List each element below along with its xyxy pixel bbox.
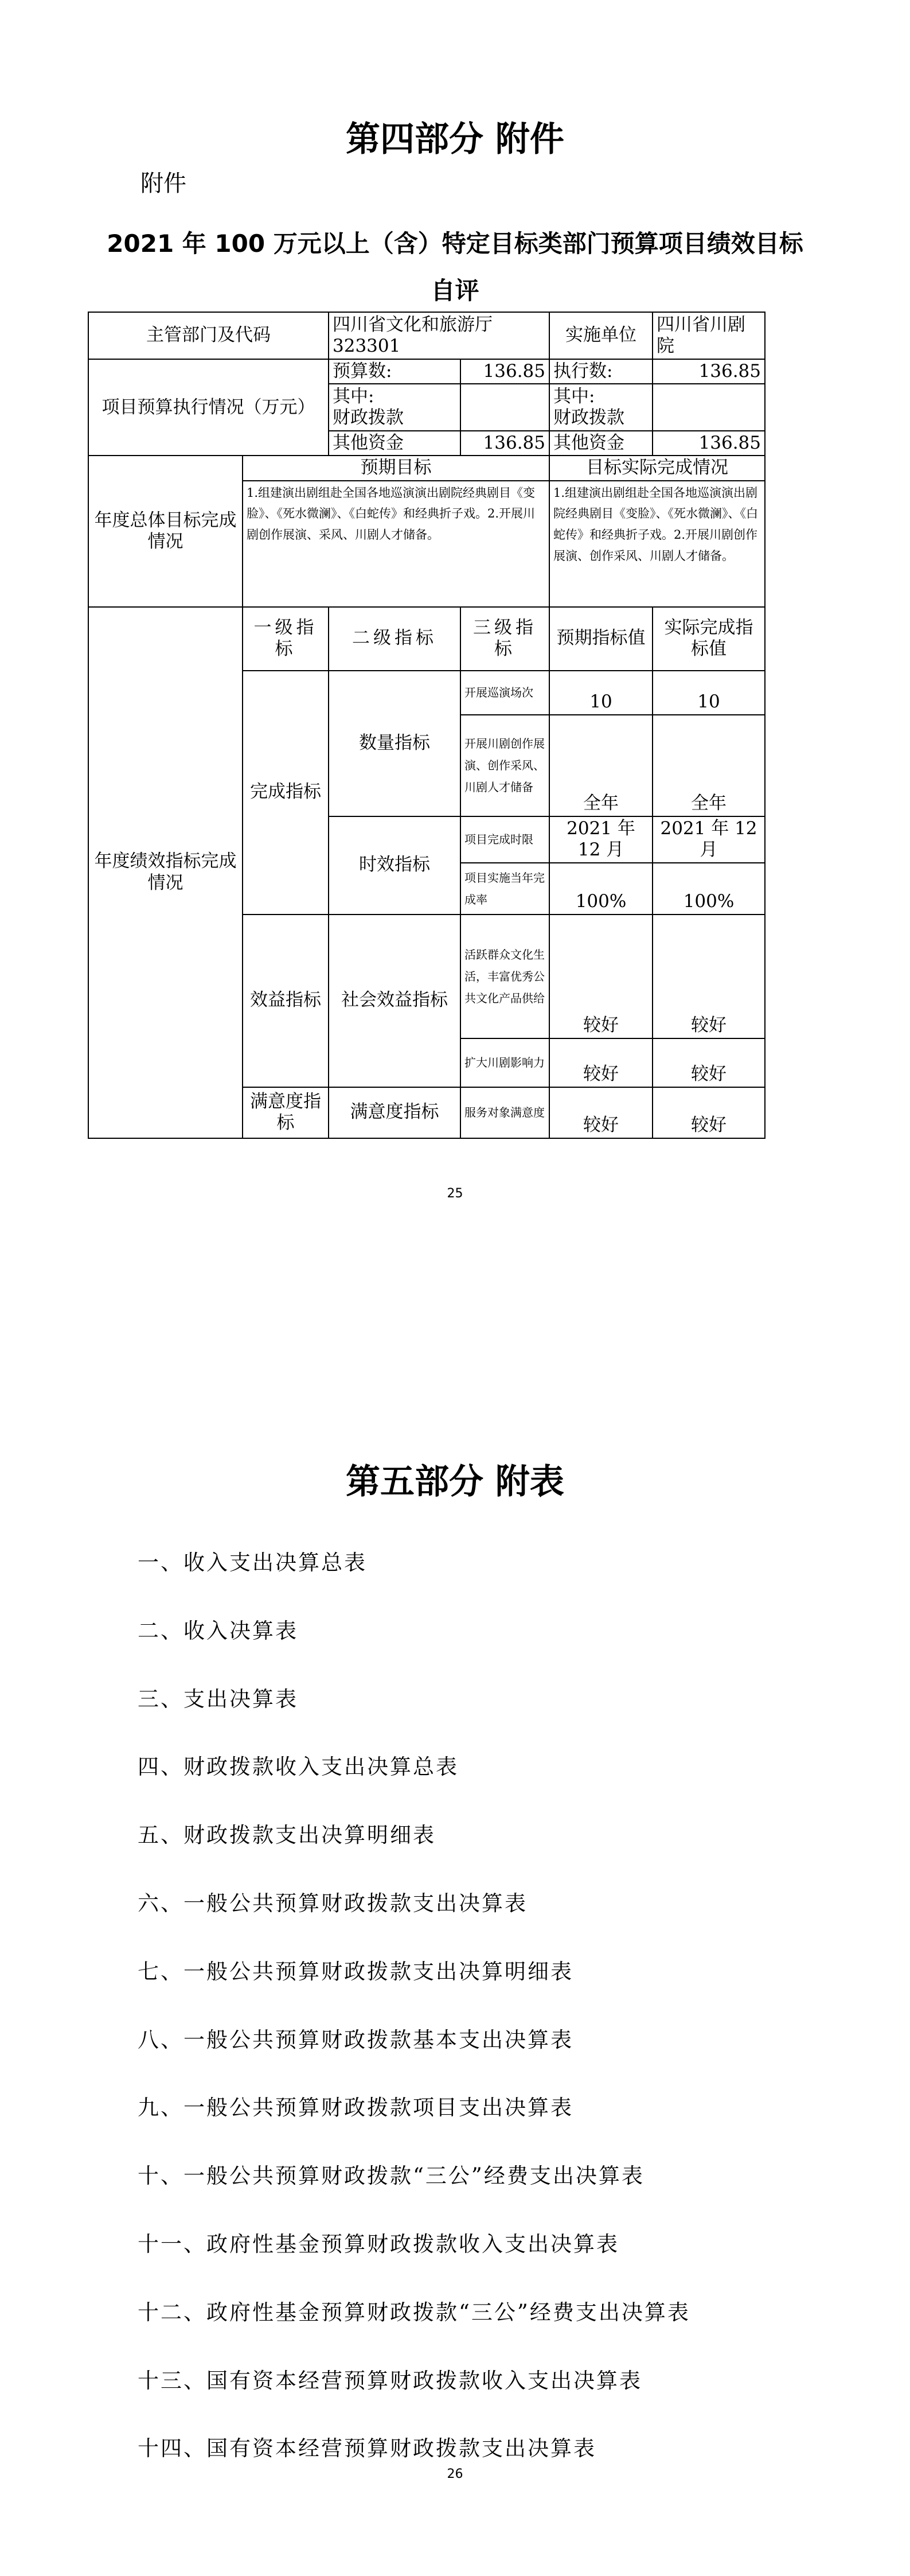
- sub-social: 社会效益指标: [329, 915, 460, 1087]
- among-label: 其中:: [553, 386, 595, 407]
- fiscal-label: 财政拨款: [553, 407, 625, 429]
- actual-value-cell: 较好: [653, 1038, 765, 1087]
- list-item: 五、财政拨款支出决算明细表: [138, 1823, 436, 1848]
- list-item: 四、财政拨款收入支出决算总表: [138, 1754, 459, 1780]
- budget-amount-label: 预算数:: [329, 359, 460, 384]
- fiscal-label: 财政拨款: [333, 407, 404, 429]
- list-item: 一、收入支出决算总表: [138, 1550, 367, 1575]
- dept-label-cell: 主管部门及代码: [88, 312, 329, 359]
- perf-label-cell: 年度绩效指标完成情况: [88, 607, 243, 1138]
- list-item: 十四、国有资本经营预算财政拨款支出决算表: [138, 2436, 596, 2461]
- indicator-cell: 扩大川剧影响力: [460, 1038, 549, 1087]
- budget-other-value: 136.85: [460, 431, 549, 456]
- page-number: 25: [447, 1186, 463, 1201]
- expected-goal-header: 预期目标: [243, 456, 549, 480]
- impl-value-cell: 四川省川剧院: [653, 312, 765, 359]
- exec-among-cell: [549, 384, 653, 431]
- part-five-title: 第五部分 附表: [346, 1462, 564, 1502]
- category-completion: 完成指标: [243, 671, 329, 915]
- impl-label-cell: 实施单位: [549, 312, 653, 359]
- category-satisfaction: 满意度指标: [243, 1087, 329, 1138]
- header-actual: 实际完成指标值: [653, 607, 765, 671]
- table-row: [88, 312, 765, 359]
- expected-goal-text: 1.组建演出剧组赴全国各地巡演演出剧院经典剧目《变脸》、《死水微澜》、《白蛇传》和经典折子戏。2.开展川剧创作展演、采风、川剧人才储备。: [243, 481, 549, 607]
- appendix-table-list: [138, 1529, 826, 2483]
- part-four-title: 第四部分 附件: [346, 119, 564, 159]
- table-row: [88, 607, 765, 671]
- sub-timeliness: 时效指标: [329, 816, 460, 915]
- list-item: 七、一般公共预算财政拨款支出决算明细表: [138, 1959, 573, 1984]
- annual-goal-label-cell: 年度总体目标完成情况: [88, 456, 243, 606]
- expected-value-cell: 10: [549, 671, 653, 715]
- actual-goal-text: 1.组建演出剧组赴全国各地巡演演出剧院经典剧目《变脸》、《死水微澜》、《白蛇传》和经典折子戏。2.开展川剧创作展演、创作采风、川剧人才储备。: [549, 481, 765, 607]
- actual-value-cell: 2021 年 12 月: [653, 816, 765, 863]
- actual-value-cell: 较好: [653, 915, 765, 1038]
- list-item: 三、支出决算表: [138, 1686, 298, 1711]
- list-item: 九、一般公共预算财政拨款项目支出决算表: [138, 2095, 573, 2120]
- list-item: 十三、国有资本经营预算财政拨款收入支出决算表: [138, 2368, 642, 2393]
- budget-among-cell: [329, 384, 460, 431]
- list-item: 二、收入决算表: [138, 1618, 298, 1643]
- expected-value-cell: 较好: [549, 1087, 653, 1138]
- indicator-cell: 项目完成时限: [460, 816, 549, 863]
- actual-value-cell: 全年: [653, 715, 765, 816]
- page-26: [0, 1288, 910, 2576]
- budget-label-cell: 项目预算执行情况（万元）: [88, 359, 329, 456]
- page-number: 26: [447, 2467, 463, 2481]
- exec-other-value: 136.85: [653, 431, 765, 456]
- list-item: 十、一般公共预算财政拨款“三公”经费支出决算表: [138, 2163, 645, 2189]
- attachment-label: 附件: [140, 170, 186, 197]
- indicator-cell: 项目实施当年完成率: [460, 863, 549, 915]
- list-item: 十二、政府性基金预算财政拨款“三公”经费支出决算表: [138, 2299, 690, 2325]
- exec-amount-value: 136.85: [653, 359, 765, 384]
- category-benefit: 效益指标: [243, 915, 329, 1087]
- document-title-line1: 2021 年 100 万元以上（含）特定目标类部门预算项目绩效目标: [107, 229, 803, 258]
- performance-evaluation-table: [88, 312, 766, 1139]
- expected-value-cell: 2021 年 12 月: [549, 816, 653, 863]
- sub-satisfaction: 满意度指标: [329, 1087, 460, 1138]
- actual-goal-header: 目标实际完成情况: [549, 456, 765, 480]
- dept-value-cell: 四川省文化和旅游厅 323301: [329, 312, 549, 359]
- exec-fiscal-value: [653, 384, 765, 431]
- exec-other-label: 其他资金: [549, 431, 653, 456]
- header-level1: 一级指标: [243, 607, 329, 671]
- document-title-line2: 自评: [431, 277, 479, 305]
- table-row: [88, 456, 765, 480]
- header-level2: 二级指标: [329, 607, 460, 671]
- actual-value-cell: 100%: [653, 863, 765, 915]
- header-expected: 预期指标值: [549, 607, 653, 671]
- budget-other-label: 其他资金: [329, 431, 460, 456]
- indicator-cell: 服务对象满意度: [460, 1087, 549, 1138]
- expected-value-cell: 较好: [549, 915, 653, 1038]
- list-item: 十一、政府性基金预算财政拨款收入支出决算表: [138, 2231, 619, 2256]
- budget-amount-value: 136.85: [460, 359, 549, 384]
- expected-value-cell: 较好: [549, 1038, 653, 1087]
- list-item: 八、一般公共预算财政拨款基本支出决算表: [138, 2027, 573, 2052]
- header-level3: 三级指标: [460, 607, 549, 671]
- indicator-cell: 开展巡演场次: [460, 671, 549, 715]
- among-label: 其中:: [333, 386, 374, 407]
- indicator-cell: 开展川剧创作展演、创作采风、川剧人才储备: [460, 715, 549, 816]
- actual-value-cell: 10: [653, 671, 765, 715]
- table-row: [88, 359, 765, 384]
- actual-value-cell: 较好: [653, 1087, 765, 1138]
- expected-value-cell: 全年: [549, 715, 653, 816]
- indicator-cell: 活跃群众文化生活，丰富优秀公共文化产品供给: [460, 915, 549, 1038]
- exec-amount-label: 执行数:: [549, 359, 653, 384]
- budget-fiscal-value: [460, 384, 549, 431]
- expected-value-cell: 100%: [549, 863, 653, 915]
- list-item: 六、一般公共预算财政拨款支出决算表: [138, 1890, 528, 1916]
- sub-quantity: 数量指标: [329, 671, 460, 816]
